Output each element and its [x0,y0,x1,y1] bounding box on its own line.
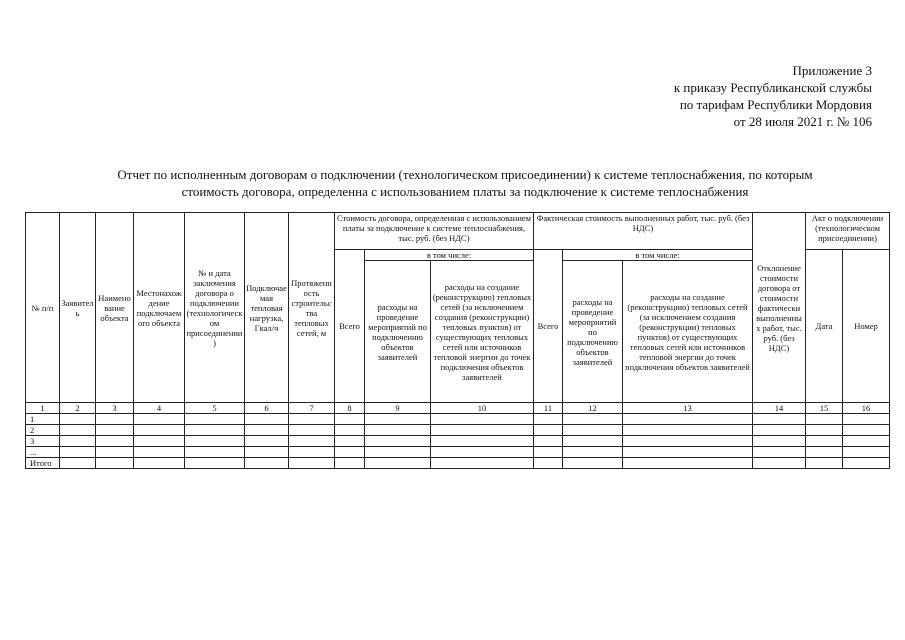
table-cell [335,425,365,436]
header-act-group: Акт о подключении (технологическом присоединении) [806,213,890,250]
table-cell [431,447,534,458]
table-cell [365,414,431,425]
table-cell [753,458,806,469]
table-cell [335,447,365,458]
table-cell [134,447,185,458]
header-date: Дата [806,250,843,403]
column-number: 7 [289,403,335,414]
table-cell [335,436,365,447]
table-cell [806,414,843,425]
table-cell [534,414,563,425]
table-cell [534,425,563,436]
table-cell [185,425,245,436]
header-total-2: Всего [534,250,563,403]
header-measures: расходы на проведение мероприятий по подключению объектов заявителей [365,261,431,403]
table-cell [245,447,289,458]
table-cell [534,436,563,447]
column-number-row [26,403,890,414]
header-location: Местонахождение подключаемого объекта [134,213,185,403]
table-cell [335,414,365,425]
column-number: 14 [753,403,806,414]
table-cell [843,458,890,469]
column-number: 13 [623,403,753,414]
table-cell [806,458,843,469]
header-networks-2: расходы на создание (реконструкцию) тепловых сетей (за исключением создания (реконструкции) тепловых пунктов) от существующих тепловых сетей или источников тепловой энергии до точек подключения объектов заявителей [623,261,753,403]
table-cell [365,425,431,436]
header-networks: расходы на создание (реконструкцию) тепловых сетей (за исключением создания (реконструкции) тепловых пунктов) от существующих тепловых сетей или источников тепловой энергии до точек подключения объектов заявителей [431,261,534,403]
table-cell [563,414,623,425]
table-cell [96,458,134,469]
table-cell [843,436,890,447]
header-applicant: Заявитель [60,213,96,403]
table-cell [96,436,134,447]
header-including: в том числе: [365,250,534,261]
appendix-line: к приказу Республиканской службы [673,80,872,95]
appendix-line: по тарифам Республики Мордовия [679,97,872,112]
header-row-1 [26,213,890,250]
column-number: 12 [563,403,623,414]
table-cell [60,447,96,458]
table-cell [60,425,96,436]
table-row [26,458,890,469]
table-cell [563,436,623,447]
table-cell [534,447,563,458]
table-cell [843,447,890,458]
table-cell [289,458,335,469]
header-contract-cost-group: Стоимость договора, определенная с использованием платы за подключение к системе теплоснабжения, тыс. руб. (без НДС) [335,213,534,250]
table-cell [563,447,623,458]
header-length: Протяженность строительства тепловых сетей, м [289,213,335,403]
table-cell [134,425,185,436]
table-cell [335,458,365,469]
column-number: 2 [60,403,96,414]
appendix-line: от 28 июля 2021 г. № 106 [733,114,872,129]
table-cell [623,447,753,458]
header-total: Всего [335,250,365,403]
table-cell [843,414,890,425]
table-row [26,425,890,436]
table-cell [96,414,134,425]
table-cell [96,447,134,458]
table-cell [806,436,843,447]
table-cell [365,447,431,458]
table-cell [289,425,335,436]
title-line: Отчет по исполненным договорам о подключении (технологическом присоединении) к системе теплоснабжения, по которым [117,167,813,182]
table-cell [185,436,245,447]
table-row [26,447,890,458]
table-cell [753,414,806,425]
table-cell [753,425,806,436]
header-num: № п/п [26,213,60,403]
table-cell [563,458,623,469]
header-contract: № и дата заключения договора о подключении (технологическом присоединении) [185,213,245,403]
report-title [40,166,890,200]
table-cell [134,414,185,425]
row-label: 3 [26,436,60,447]
column-number: 6 [245,403,289,414]
table-row [26,414,890,425]
column-number: 1 [26,403,60,414]
table-cell [806,447,843,458]
table-cell [289,414,335,425]
table-cell [753,447,806,458]
column-number: 9 [365,403,431,414]
header-load: Подключаемая тепловая нагрузка, Гкал/ч [245,213,289,403]
header-deviation: Отклонение стоимости договора от стоимости фактически выполненных работ, тыс. руб. (без НДС) [753,213,806,403]
table-cell [431,436,534,447]
table-cell [563,425,623,436]
table-cell [60,458,96,469]
column-number: 4 [134,403,185,414]
table-cell [289,436,335,447]
table-cell [365,458,431,469]
row-label: 2 [26,425,60,436]
header-object-name: Наименование объекта [96,213,134,403]
table-cell [185,458,245,469]
table-cell [134,458,185,469]
column-number: 15 [806,403,843,414]
table-cell [245,458,289,469]
table-cell [289,447,335,458]
appendix-header [674,62,872,130]
report-table [25,212,890,469]
column-number: 3 [96,403,134,414]
table-cell [96,425,134,436]
column-number: 8 [335,403,365,414]
row-label: Итого [26,458,60,469]
table-cell [60,414,96,425]
table-row [26,436,890,447]
header-including-2: в том числе: [563,250,753,261]
row-label: ... [26,447,60,458]
table-cell [806,425,843,436]
header-actual-cost-group: Фактическая стоимость выполненных работ, тыс. руб. (без НДС) [534,213,753,250]
column-number: 11 [534,403,563,414]
table-cell [431,414,534,425]
table-cell [245,436,289,447]
column-number: 16 [843,403,890,414]
table-cell [623,458,753,469]
table-cell [245,425,289,436]
header-measures-2: расходы на проведение мероприятий по подключению объектов заявителей [563,261,623,403]
table-cell [365,436,431,447]
column-number: 5 [185,403,245,414]
table-cell [843,425,890,436]
header-number: Номер [843,250,890,403]
table-cell [431,458,534,469]
table-cell [245,414,289,425]
table-cell [623,425,753,436]
table-cell [60,436,96,447]
table-cell [623,436,753,447]
row-label: 1 [26,414,60,425]
table-cell [753,436,806,447]
appendix-line: Приложение 3 [792,63,872,78]
column-number: 10 [431,403,534,414]
table-cell [623,414,753,425]
table-cell [134,436,185,447]
table-cell [431,425,534,436]
table-cell [185,414,245,425]
table-cell [534,458,563,469]
title-line: стоимость договора, определенна с использованием платы за подключение к системе теплоснабжения [181,184,749,199]
table-body [26,414,890,469]
table-cell [185,447,245,458]
